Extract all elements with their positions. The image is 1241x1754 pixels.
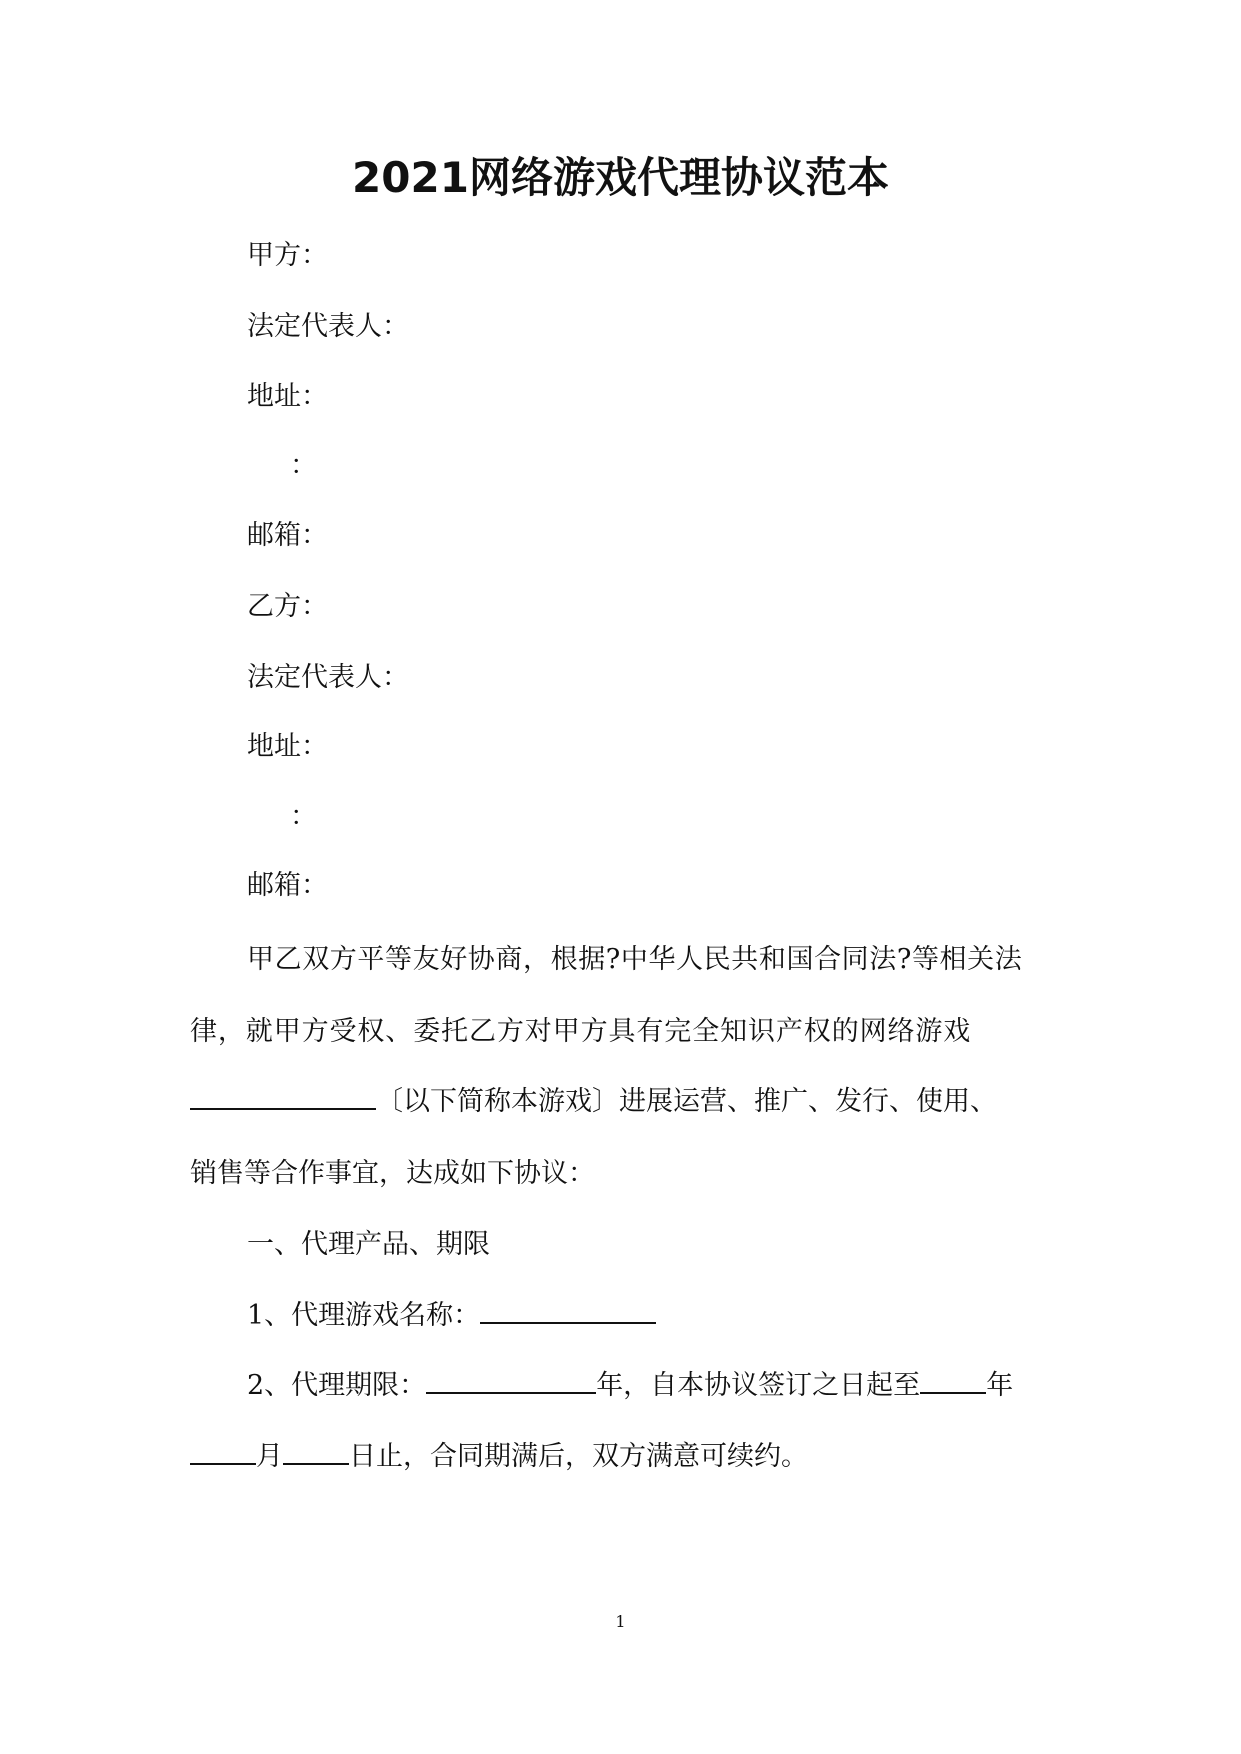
preamble-line-3 xyxy=(190,1082,997,1122)
end-day-blank xyxy=(283,1437,349,1465)
section-1-item-1 xyxy=(247,1296,656,1336)
page-number: 1 xyxy=(615,1612,626,1631)
item-1-label: 1、代理游戏名称： xyxy=(247,1300,481,1331)
game-name-blank xyxy=(190,1082,376,1110)
preamble-line-1: 甲乙双方平等友好协商，根据?中华人民共和国合同法?等相关法 xyxy=(247,944,1023,975)
party-b-label: 乙方： xyxy=(247,591,328,622)
end-year-blank xyxy=(920,1366,986,1394)
game-title-blank xyxy=(480,1296,656,1324)
party-b-phone: ： xyxy=(290,801,317,832)
party-a-label: 甲方： xyxy=(247,240,328,271)
section-1-item-2-cont xyxy=(190,1437,808,1477)
party-b-legal-rep: 法定代表人： xyxy=(247,662,409,693)
item-2-years-suffix: 年，自本协议签订之日起至 xyxy=(596,1370,921,1401)
party-a-address: 地址： xyxy=(247,381,328,412)
item-2-end: 日止，合同期满后，双方满意可续约。 xyxy=(349,1441,808,1472)
party-a-legal-rep: 法定代表人： xyxy=(247,311,409,342)
years-blank xyxy=(426,1366,596,1394)
party-b-email: 邮箱： xyxy=(247,870,328,901)
item-2-month-unit: 月 xyxy=(256,1441,283,1472)
party-b-address: 地址： xyxy=(247,731,328,762)
item-2-year-unit: 年 xyxy=(986,1370,1014,1401)
item-2-label: 2、代理期限： xyxy=(247,1370,427,1401)
document-title: 2021网络游戏代理协议范本 xyxy=(352,153,889,202)
section-1-heading: 一、代理产品、期限 xyxy=(247,1229,490,1260)
section-1-item-2 xyxy=(247,1366,1013,1406)
preamble-line-3-text: 〔以下简称本游戏〕进展运营、推广、发行、使用、 xyxy=(376,1086,997,1117)
preamble-line-4: 销售等合作事宜，达成如下协议： xyxy=(190,1158,595,1189)
preamble-line-2: 律，就甲方受权、委托乙方对甲方具有完全知识产权的网络游戏 xyxy=(190,1016,972,1047)
end-month-blank xyxy=(190,1437,256,1465)
party-a-email: 邮箱： xyxy=(247,520,328,551)
party-a-phone: ： xyxy=(290,450,317,481)
